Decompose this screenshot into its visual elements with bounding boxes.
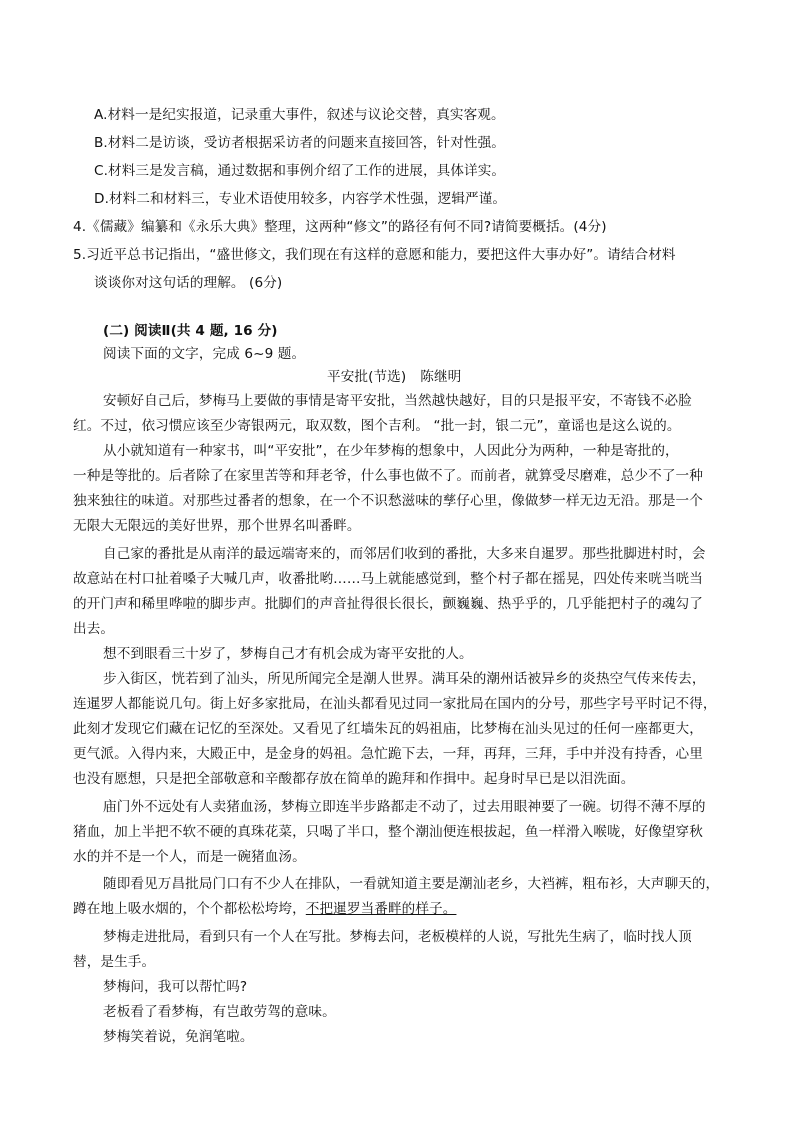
question-4: 4.《儒藏》编纂和《永乐大典》整理，这两种“修文”的路径有何不同?请简要概括。(4分) bbox=[73, 219, 607, 235]
passage-line: 此刻才发现它们藏在记忆的至深处。又看见了红墙朱瓦的妈祖庙，比梦梅在汕头见过的任何一座都更大， bbox=[73, 721, 703, 737]
passage-line: 连暹罗人都能说几句。街上好多家批局，在汕头都看见过同一家批局在国内的分号，那些字号平时记不得， bbox=[73, 696, 717, 712]
passage-line: 猪血，加上半把不软不硬的真珠花菜，只喝了半口，整个潮汕便连根拔起，鱼一样滑入喉咙，好像望穿秋 bbox=[73, 824, 703, 840]
section-title: (二) 阅读Ⅱ(共 4 题, 16 分) bbox=[103, 323, 278, 339]
passage-text: 蹲在地上吸水烟的，个个都松松垮垮， bbox=[73, 901, 306, 917]
passage-line-with-underline bbox=[73, 900, 456, 918]
instruction: 阅读下面的文字，完成 6~9 题。 bbox=[103, 346, 306, 362]
passage-line: 自己家的番批是从南洋的最远端寄来的，而邻居们收到的番批，大多来自暹罗。那些批脚进村时，会 bbox=[103, 546, 706, 562]
passage-line: 庙门外不远处有人卖猪血汤，梦梅立即连半步路都走不动了，过去用眼神要了一碗。切得不薄不厚的 bbox=[103, 799, 706, 815]
passage-author: 陈继明 bbox=[420, 369, 462, 385]
passage-line: 一种是等批的。后者除了在家里苦等和拜老爷，什么事也做不了。而前者，就算受尽磨难，总少不了一种 bbox=[73, 468, 703, 484]
passage-heading bbox=[327, 368, 461, 386]
passage-line: 梦梅笑着说，免润笔啦。 bbox=[103, 1029, 254, 1045]
option-c: C.材料三是发言稿，通过数据和事例介绍了工作的进展，具体详实。 bbox=[94, 163, 506, 179]
passage-line: 梦梅走进批局，看到只有一个人在写批。梦梅去问，老板模样的人说，写批先生病了，临时找人顶 bbox=[103, 929, 692, 945]
option-d: D.材料二和材料三，专业术语使用较多，内容学术性强，逻辑严谨。 bbox=[94, 191, 507, 207]
question-5-continued: 谈谈你对这句话的理解。 (6分) bbox=[94, 275, 283, 291]
option-b: B.材料二是访谈，受访者根据采访者的问题来直接回答，针对性强。 bbox=[94, 135, 505, 151]
passage-line: 红。不过，依习惯应该至少寄银两元，取双数，图个吉利。 “批一封，银二元”，童谣也是这么说的。 bbox=[73, 418, 681, 434]
passage-line: 老板看了看梦梅，有岂敢劳驾的意味。 bbox=[103, 1004, 336, 1020]
passage-line: 无限大无限远的美好世界，那个世界名叫番畔。 bbox=[73, 518, 361, 534]
passage-line: 梦梅问，我可以帮忙吗? bbox=[103, 979, 248, 995]
passage-line: 水的并不是一个人，而是一碗猪血汤。 bbox=[73, 849, 306, 865]
underlined-phrase: 不把暹罗当番畔的样子。 bbox=[305, 901, 457, 917]
passage-line: 更气派。入得内来，大殿正中，是金身的妈祖。急忙跪下去，一拜，再拜，三拜，手中并没有持香，心里 bbox=[73, 746, 703, 762]
passage-line: 出去。 bbox=[73, 621, 115, 637]
passage-line: 随即看见万昌批局门口有不少人在排队，一看就知道主要是潮汕老乡，大裆裤，粗布衫，大声聊天的， bbox=[103, 876, 720, 892]
question-5: 5.习近平总书记指出，“盛世修文，我们现在有这样的意愿和能力，要把这件大事办好”。请结合材料 bbox=[73, 247, 676, 263]
passage-title: 平安批(节选) bbox=[327, 369, 407, 385]
passage-line: 替，是生手。 bbox=[73, 954, 156, 970]
passage-line: 也没有愿想，只是把全部敬意和辛酸都存放在简单的跪拜和作揖中。起身时早已是以泪洗面。 bbox=[73, 771, 635, 787]
passage-line: 独来独往的味道。对那些过番者的想象，在一个不识愁滋味的孳仔心里，像做梦一样无边无沿。那是一个 bbox=[73, 493, 703, 509]
passage-line: 的开门声和稀里哗啦的脚步声。批脚们的声音扯得很长很长，颤巍巍、热乎乎的，几乎能把村子的魂勾了 bbox=[73, 596, 703, 612]
passage-line: 安顿好自己后，梦梅马上要做的事情是寄平安批，当然越快越好，目的只是报平安，不寄钱不必脸 bbox=[103, 393, 692, 409]
passage-line: 故意站在村口扯着嗓子大喊几声，收番批哟……马上就能感觉到，整个村子都在摇晃，四处传来咣当咣当 bbox=[73, 571, 703, 587]
passage-line: 步入街区，恍若到了汕头，所见所闻完全是潮人世界。满耳朵的潮州话被异乡的炎热空气传来传去， bbox=[103, 671, 706, 687]
option-a: A.材料一是纪实报道，记录重大事件，叙述与议论交替，真实客观。 bbox=[94, 107, 505, 123]
passage-line: 想不到眼看三十岁了，梦梅自己才有机会成为寄平安批的人。 bbox=[103, 646, 473, 662]
passage-line: 从小就知道有一种家书，叫“平安批”，在少年梦梅的想象中，人因此分为两种，一种是寄批的， bbox=[103, 443, 679, 459]
